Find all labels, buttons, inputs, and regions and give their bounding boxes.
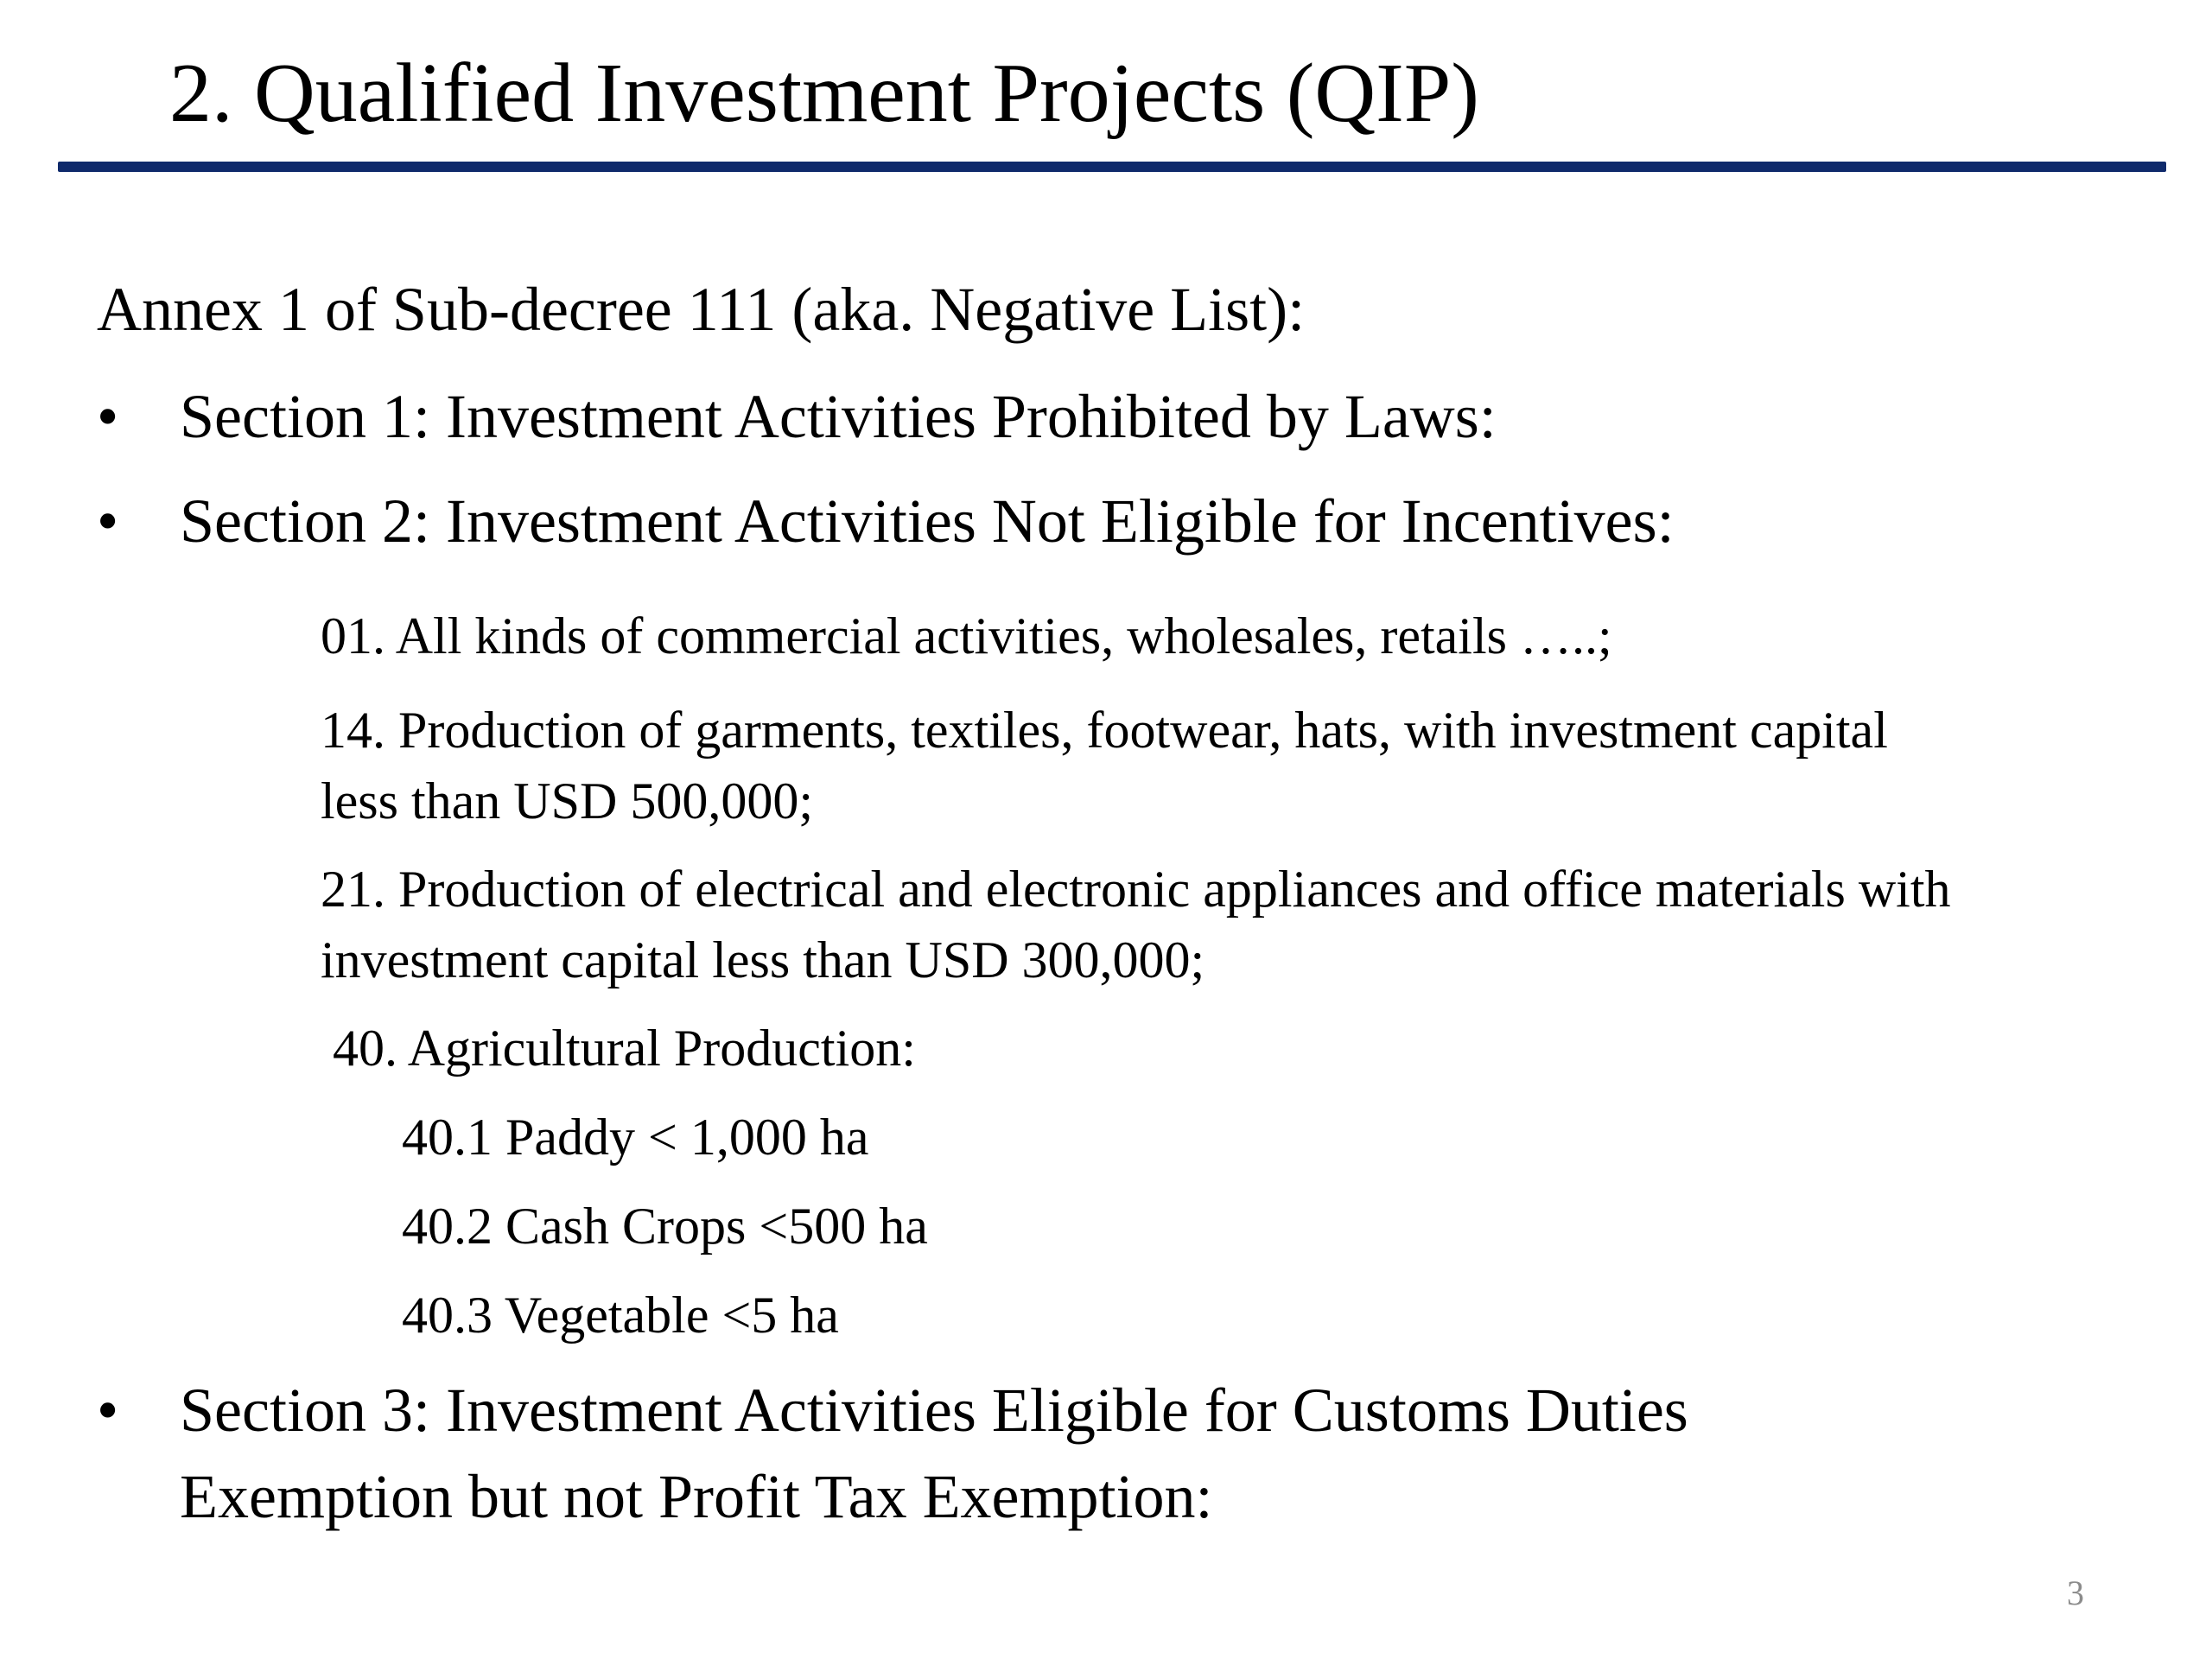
item-01: 01. All kinds of commercial activities, wholesales, retails …..;: [321, 607, 1612, 664]
item-40-3: 40.3 Vegetable <5 ha: [402, 1287, 839, 1344]
item-40: 40. Agricultural Production:: [333, 1020, 916, 1077]
item-40-2: 40.2 Cash Crops <500 ha: [402, 1198, 928, 1255]
section-3-text: [180, 1367, 1688, 1540]
section-3-line-2: Exemption but not Profit Tax Exemption:: [180, 1462, 1213, 1531]
item-14-line-2: less than USD 500,000;: [321, 772, 813, 830]
title-underline: [58, 162, 2166, 172]
page-number: 3: [2067, 1573, 2084, 1612]
section-3-line-1: Section 3: Investment Activities Eligible for Customs Duties: [180, 1376, 1688, 1445]
item-14-line-1: 14. Production of garments, textiles, footwear, hats, with investment capital: [321, 702, 1888, 759]
intro-text: Annex 1 of Sub-decree 111 (aka. Negative List):: [97, 275, 1306, 344]
bullet-dot: •: [97, 486, 119, 556]
item-21-line-1: 21. Production of electrical and electronic appliances and office materials with: [321, 861, 1951, 918]
bullet-dot: •: [97, 382, 119, 451]
section-1-text: Section 1: Investment Activities Prohibited by Laws:: [180, 382, 1497, 451]
section-2-text: Section 2: Investment Activities Not Eligible for Incentives:: [180, 486, 1675, 556]
item-40-1: 40.1 Paddy < 1,000 ha: [402, 1109, 869, 1166]
slide-title: 2. Qualified Investment Projects (QIP): [169, 47, 1479, 140]
bullet-dot: •: [97, 1376, 119, 1445]
item-21-line-2: investment capital less than USD 300,000;: [321, 931, 1205, 988]
